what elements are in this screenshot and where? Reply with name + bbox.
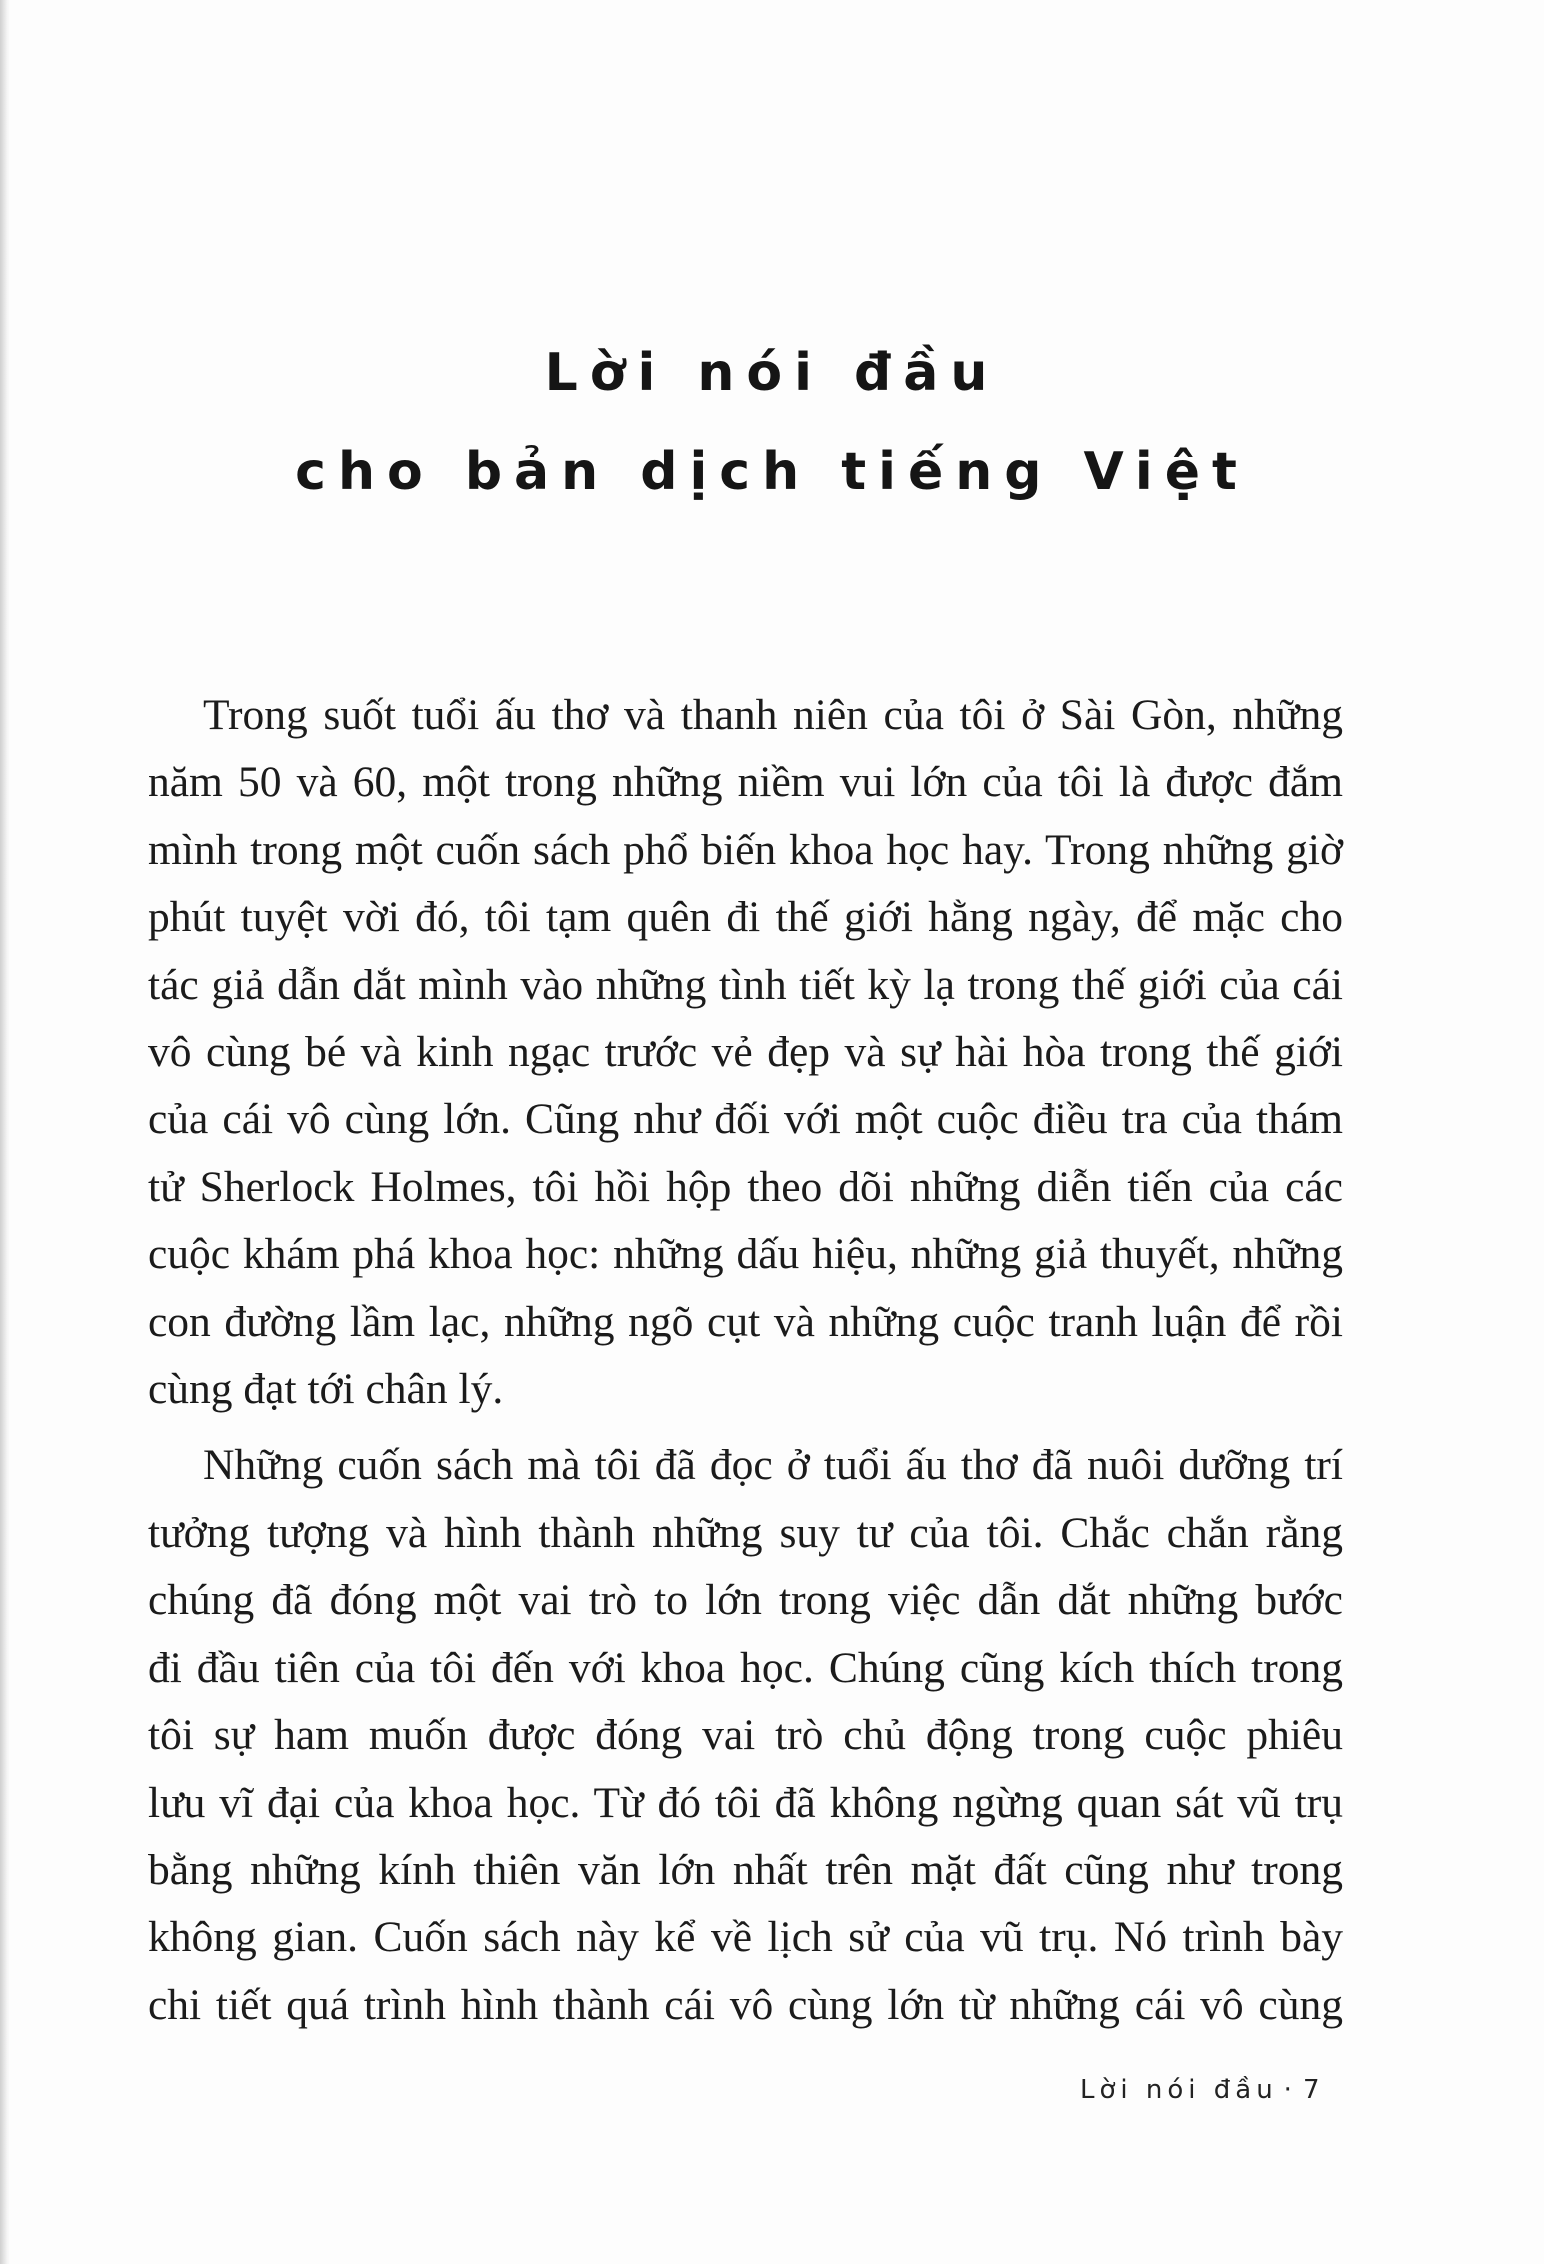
text-line: tôi sự ham muốn được đóng vai trò chủ động trong cuộc phiêu bbox=[148, 1711, 1343, 1760]
text-line: vô cùng bé và kinh ngạc trước vẻ đẹp và sự hài hòa trong thế giới bbox=[148, 1028, 1343, 1077]
text-line: Trong suốt tuổi ấu thơ và thanh niên của tôi ở Sài Gòn, những bbox=[203, 691, 1343, 739]
text-line: chi tiết quá trình hình thành cái vô cùng lớn từ những cái vô cùng bbox=[148, 1980, 1343, 2029]
paragraph-1 bbox=[148, 682, 1343, 1423]
text-line: tưởng tượng và hình thành những suy tư của tôi. Chắc chắn rằng bbox=[148, 1508, 1343, 1557]
footer-section-title: Lời nói đầu bbox=[1080, 2075, 1278, 2105]
paragraph-2 bbox=[148, 1432, 1343, 2039]
text-line: lưu vĩ đại của khoa học. Từ đó tôi đã không ngừng quan sát vũ trụ bbox=[148, 1778, 1343, 1827]
text-line: Những cuốn sách mà tôi đã đọc ở tuổi ấu thơ đã nuôi dưỡng trí bbox=[203, 1441, 1343, 1490]
text-line: của cái vô cùng lớn. Cũng như đối với một cuộc điều tra của thám bbox=[148, 1095, 1343, 1144]
text-line: chúng đã đóng một vai trò to lớn trong việc dẫn dắt những bước bbox=[148, 1576, 1343, 1625]
chapter-title-line-1: Lời nói đầu bbox=[544, 343, 1000, 403]
paragraph-spacing bbox=[148, 1423, 1343, 1432]
text-line: năm 50 và 60, một trong những niềm vui lớn của tôi là được đắm bbox=[148, 758, 1343, 807]
text-line: cuộc khám phá khoa học: những dấu hiệu, những giả thuyết, những bbox=[148, 1230, 1343, 1279]
page-number: 7 bbox=[1302, 2075, 1325, 2105]
page-edge-shadow bbox=[0, 0, 10, 2264]
text-line: đi đầu tiên của tôi đến với khoa học. Chúng cũng kích thích trong bbox=[148, 1643, 1343, 1692]
text-line: mình trong một cuốn sách phổ biến khoa học hay. Trong những giờ bbox=[148, 825, 1343, 874]
text-line: con đường lầm lạc, những ngõ cụt và những cuộc tranh luận để rồi bbox=[148, 1297, 1343, 1346]
body-text bbox=[148, 682, 1343, 2039]
text-line: tác giả dẫn dắt mình vào những tình tiết kỳ lạ trong thế giới của cái bbox=[148, 960, 1343, 1009]
text-line: cùng đạt tới chân lý. bbox=[148, 1365, 504, 1414]
chapter-title-line-2: cho bản dịch tiếng Việt bbox=[295, 442, 1249, 502]
text-line: không gian. Cuốn sách này kể về lịch sử của vũ trụ. Nó trình bày bbox=[148, 1913, 1343, 1962]
text-line: tử Sherlock Holmes, tôi hồi hộp theo dõi những diễn tiến của các bbox=[148, 1162, 1343, 1211]
text-line: phút tuyệt vời đó, tôi tạm quên đi thế giới hằng ngày, để mặc cho bbox=[148, 893, 1343, 942]
footer-separator: · bbox=[1283, 2075, 1297, 2105]
text-line: bằng những kính thiên văn lớn nhất trên mặt đất cũng như trong bbox=[148, 1845, 1343, 1894]
running-footer bbox=[1080, 2075, 1324, 2105]
